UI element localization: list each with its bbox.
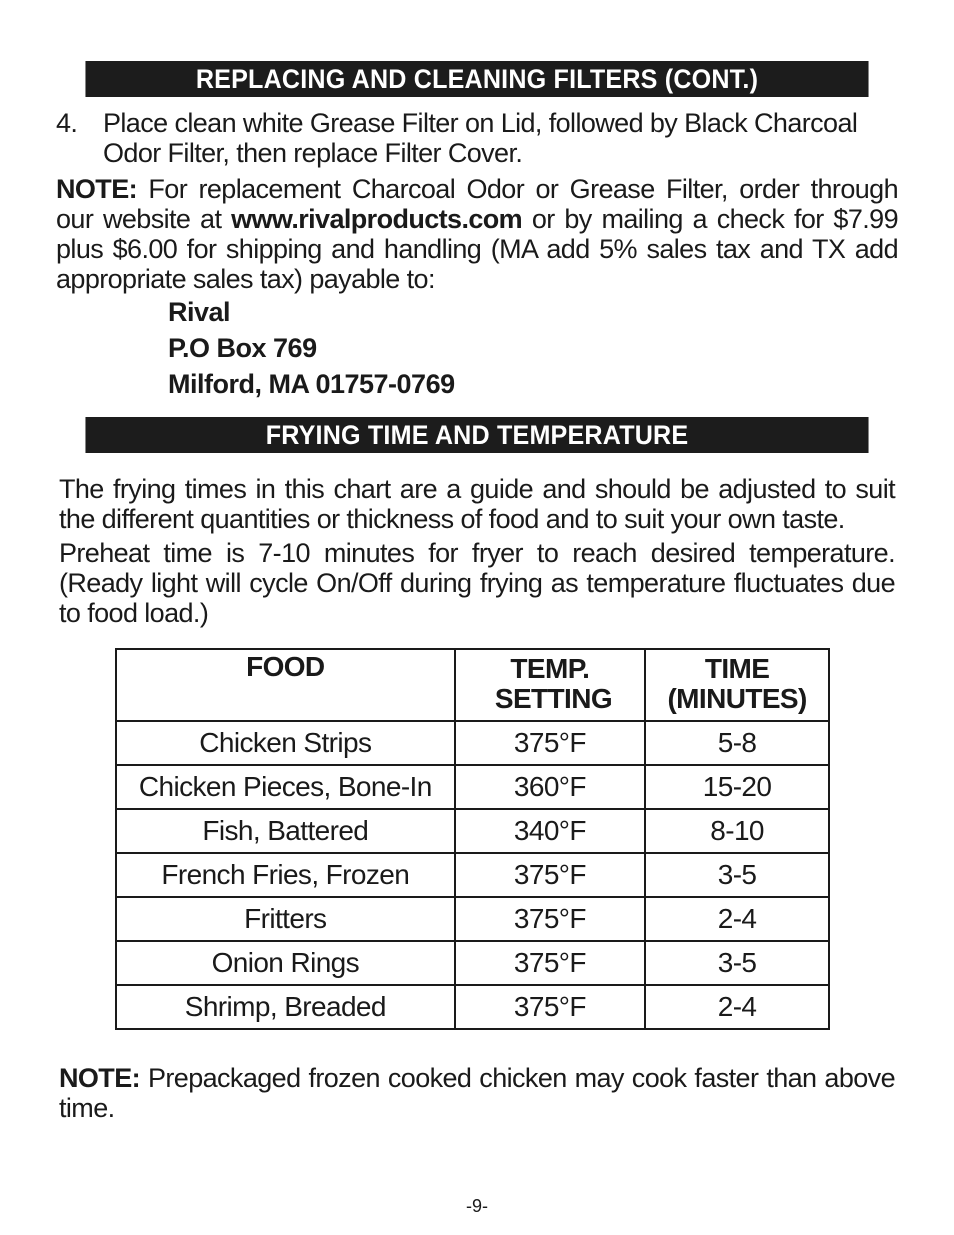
section-header-filters: REPLACING AND CLEANING FILTERS (CONT.) <box>85 61 868 97</box>
temp-cell: 375°F <box>455 897 646 941</box>
time-cell: 2-4 <box>645 985 829 1029</box>
temp-cell: 340°F <box>455 809 646 853</box>
temp-cell: 375°F <box>455 853 646 897</box>
table-row <box>116 765 829 809</box>
step-number: 4. <box>56 108 78 138</box>
note-text-1: For replacement Charcoal Odor or Grease Filter, order through our website at <box>56 174 898 234</box>
time-cell: 2-4 <box>645 897 829 941</box>
table-row <box>116 897 829 941</box>
food-cell: Fritters <box>116 897 455 941</box>
note-text-2: or by mailing a check for $7.99 plus $6.00 for shipping and handling (MA add 5% sales tax and TX add appropriate sales tax) payable to: <box>56 204 898 294</box>
step-text: Place clean white Grease Filter on Lid, followed by Black Charcoal Odor Filter, then replace Filter Cover. <box>103 108 858 168</box>
temp-cell: 375°F <box>455 941 646 985</box>
table-row <box>116 809 829 853</box>
time-cell: 15-20 <box>645 765 829 809</box>
table-row <box>116 853 829 897</box>
food-cell: Onion Rings <box>116 941 455 985</box>
time-cell: 5-8 <box>645 721 829 765</box>
food-cell: French Fries, Frozen <box>116 853 455 897</box>
table-row <box>116 721 829 765</box>
header-temp: TEMP. SETTING <box>455 649 646 721</box>
filter-note <box>56 174 898 294</box>
footer-note-text: Prepackaged frozen cooked chicken may cook faster than above time. <box>59 1063 895 1123</box>
temp-cell: 360°F <box>455 765 646 809</box>
time-cell: 3-5 <box>645 853 829 897</box>
food-cell: Chicken Pieces, Bone-In <box>116 765 455 809</box>
header-time: TIME (MINUTES) <box>645 649 829 721</box>
time-cell: 3-5 <box>645 941 829 985</box>
table-row <box>116 941 829 985</box>
food-cell: Chicken Strips <box>116 721 455 765</box>
table-row <box>116 985 829 1029</box>
footer-note <box>59 1063 895 1123</box>
section-header-frying: FRYING TIME AND TEMPERATURE <box>85 417 868 453</box>
address-box: P.O Box 769 <box>168 333 317 363</box>
address-name: Rival <box>168 297 231 327</box>
frying-table <box>115 648 830 1030</box>
frying-intro: The frying times in this chart are a guide and should be adjusted to suit the different quantities or thickness of food and to suit your own taste. <box>59 474 895 534</box>
food-cell: Fish, Battered <box>116 809 455 853</box>
footer-note-label: NOTE: <box>59 1063 140 1093</box>
page-number: -9- <box>466 1196 488 1216</box>
header-food: FOOD <box>246 651 325 682</box>
address-city: Milford, MA 01757-0769 <box>168 369 455 399</box>
temp-cell: 375°F <box>455 721 646 765</box>
time-cell: 8-10 <box>645 809 829 853</box>
preheat-info: Preheat time is 7-10 minutes for fryer to reach desired temperature. (Ready light will cycle On/Off during frying as temperature fluctuates due to food load.) <box>59 538 895 628</box>
food-cell: Shrimp, Breaded <box>116 985 455 1029</box>
website-link: www.rivalproducts.com <box>231 204 523 234</box>
note-label: NOTE: <box>56 174 137 204</box>
temp-cell: 375°F <box>455 985 646 1029</box>
